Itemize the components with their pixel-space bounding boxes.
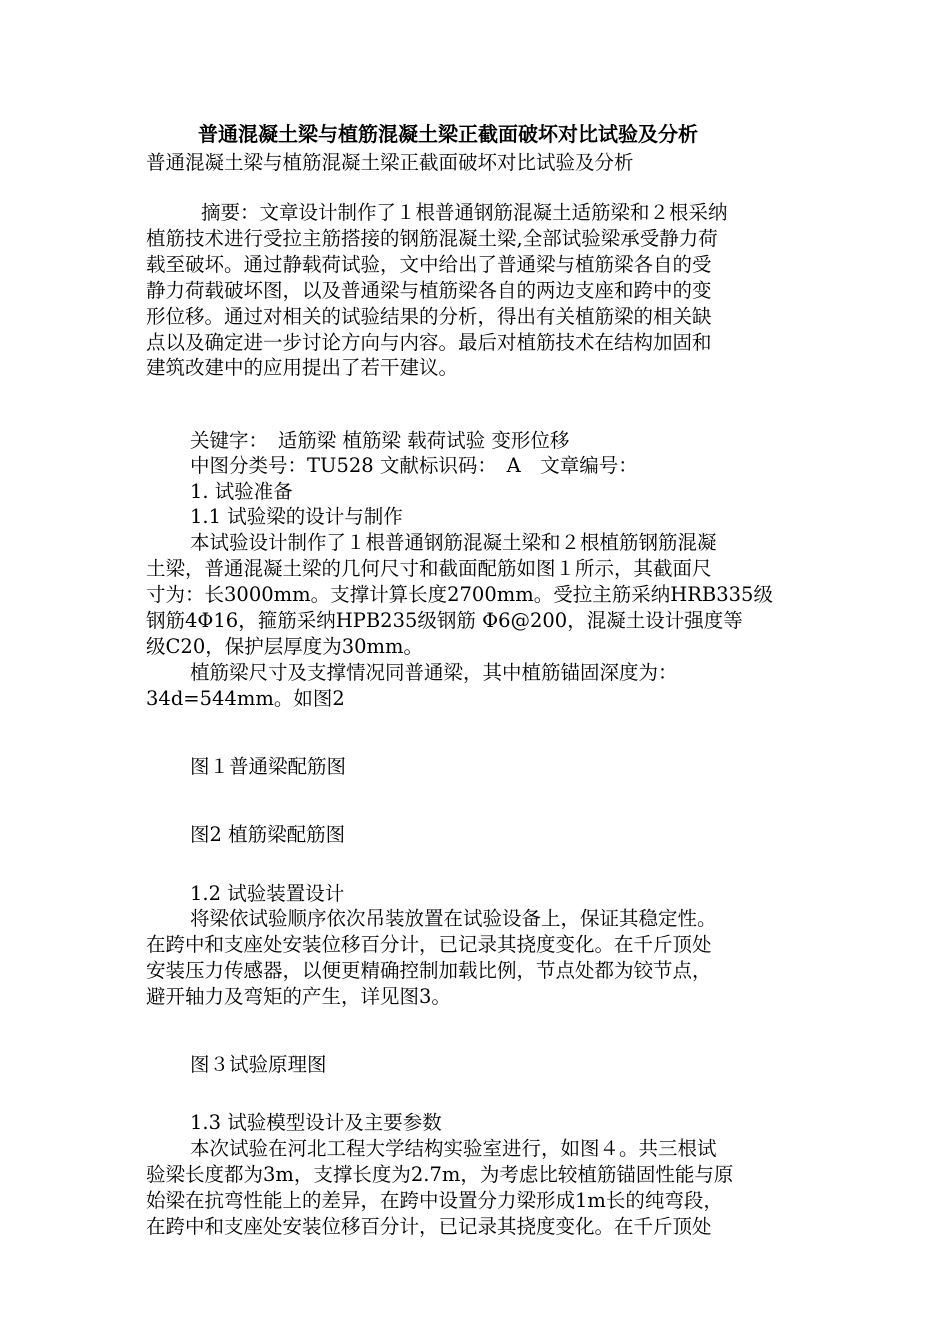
paragraph-line: 在跨中和支座处安装位移百分计，已记录其挠度变化。在千斤顶处 <box>146 933 712 956</box>
section-heading: 1.2 试验装置设计 <box>190 882 345 905</box>
paragraph-line: 将梁依试验顺序依次吊装放置在试验设备上，保证其稳定性。 <box>190 907 717 930</box>
paragraph-line: 钢筋4Φ16，箍筋采纳HPB235级钢筋 Φ6@200，混凝土设计强度等 <box>146 609 743 632</box>
paragraph-line: 植筋梁尺寸及支撑情况同普通梁，其中植筋锚固深度为： <box>190 661 678 684</box>
paragraph-line: 在跨中和支座处安装位移百分计，已记录其挠度变化。在千斤顶处 <box>146 1215 712 1238</box>
paragraph-line: 级C20，保护层厚度为30mm。 <box>146 635 424 658</box>
section-heading: 1. 试验准备 <box>190 480 293 503</box>
section-heading: 1.3 试验模型设计及主要参数 <box>190 1111 442 1134</box>
figure-caption: 图１普通梁配筋图 <box>190 755 347 778</box>
abstract-line: 静力荷载破坏图，以及普通梁与植筋梁各自的两边支座和跨中的变 <box>146 279 712 302</box>
abstract-line: 载至破坏。通过静载荷试验，文中给出了普通梁与植筋梁各自的受 <box>146 253 712 276</box>
paragraph-line: 寸为：长3000mm。支撑计算长度2700mm。受拉主筋采纳HRB335级 <box>146 583 773 606</box>
paragraph-line: 34d=544mm。如图2 <box>146 687 345 710</box>
abstract-line: 点以及确定进一步讨论方向与内容。最后对植筋技术在结构加固和 <box>146 331 712 354</box>
keywords: 关键字： 适筋梁 植筋梁 载荷试验 变形位移 <box>190 429 570 452</box>
paragraph-line: 始梁在抗弯性能上的差异，在跨中设置分力梁形成1m长的纯弯段， <box>146 1189 723 1212</box>
figure-caption: 图３试验原理图 <box>190 1053 327 1076</box>
paragraph-line: 土梁，普通混凝土梁的几何尺寸和截面配筋如图１所示，其截面尺 <box>146 557 712 580</box>
abstract-line: 建筑改建中的应用提出了若干建议。 <box>146 356 459 379</box>
abstract-line: 摘要：文章设计制作了１根普通钢筋混凝土适筋梁和２根采纳 <box>201 201 728 224</box>
document-title-plain: 普通混凝土梁与植筋混凝土梁正截面破坏对比试验及分析 <box>146 151 634 174</box>
abstract-line: 植筋技术进行受拉主筋搭接的钢筋混凝土梁,全部试验梁承受静力荷 <box>146 227 718 250</box>
abstract-line: 形位移。通过对相关的试验结果的分析，得出有关植筋梁的相关缺 <box>146 305 712 328</box>
paragraph-line: 本试验设计制作了１根普通钢筋混凝土梁和２根植筋钢筋混凝 <box>190 531 717 554</box>
classification: 中图分类号：TU528 文献标识码： A 文章编号： <box>190 454 638 477</box>
paragraph-line: 避开轴力及弯矩的产生，详见图3。 <box>146 985 451 1008</box>
section-heading: 1.1 试验梁的设计与制作 <box>190 505 403 528</box>
paragraph-line: 安装压力传感器，以便更精确控制加载比例，节点处都为铰节点， <box>146 959 712 982</box>
paragraph-line: 本次试验在河北工程大学结构实验室进行，如图４。共三根试 <box>190 1137 717 1160</box>
paragraph-line: 验梁长度都为3m，支撑长度为2.7m，为考虑比较植筋锚固性能与原 <box>146 1163 734 1186</box>
document-title-bold: 普通混凝土梁与植筋混凝土梁正截面破坏对比试验及分析 <box>198 122 698 146</box>
figure-caption: 图2 植筋梁配筋图 <box>190 823 346 846</box>
